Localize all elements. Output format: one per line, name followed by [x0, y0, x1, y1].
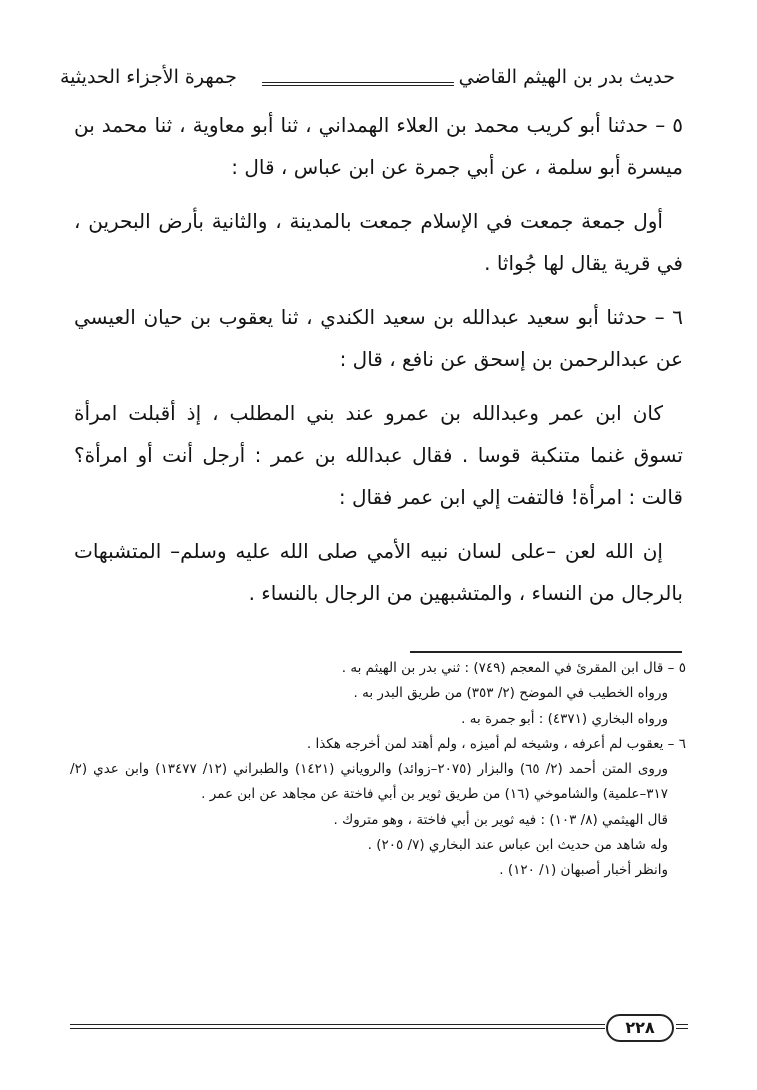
footnote-line: ٦ – يعقوب لم أعرفه ، وشيخه لم أميزه ، ولم أهتد لمن أخرجه هكذا . — [306, 735, 686, 752]
footnote-line: ٥ – قال ابن المقرئ في المعجم (٧٤٩) : ثني بدر بن الهيثم به . — [341, 660, 686, 676]
page-number: ٢٢٨ — [606, 1014, 674, 1042]
footer-rule — [676, 1024, 688, 1033]
hadith-6-isnad: ٦ – حدثنا أبو سعيد عبدالله بن سعيد الكندي ، ثنا يعقوب بن حيان العيسي عن عبدالرحمن بن إسحق عن نافع ، قال : — [74, 305, 683, 371]
main-text — [74, 104, 683, 626]
header-rule — [262, 82, 454, 88]
footnote-line: وروى المتن أحمد (٢/ ٦٥) والبزار (٢٠٧٥–زوائد) والروياني (١٤٢١) والطبراني (١٢/ ١٣٤٧٧) وابن عدي (٢/ ٣١٧–علمية) والشاموخي (١٦) من طريق ثوير بن أبي فاختة عن مجاهد عن ابن عمر . — [70, 761, 668, 803]
running-header-book-title: حديث بدر بن الهيثم القاضي — [458, 66, 675, 88]
footnote-line: وانظر أخبار أصبهان (١/ ١٢٠) . — [499, 862, 668, 879]
footer-rule — [70, 1024, 605, 1033]
running-header-series-title: جمهرة الأجزاء الحديثية — [60, 66, 237, 88]
hadith-6-matn: إن الله لعن –على لسان نبيه الأمي صلى الله عليه وسلم– المتشبهات بالرجال من النساء ، والمتشبهين من الرجال بالنساء . — [74, 539, 683, 605]
hadith-5-matn: أول جمعة جمعت في الإسلام جمعت بالمدينة ، والثانية بأرض البحرين ، في قرية يقال لها جُواثا . — [74, 209, 683, 275]
footnote-line: وله شاهد من حديث ابن عباس عند البخاري (٧/ ٢٠٥) . — [367, 837, 668, 854]
footnote-line: ورواه البخاري (٤٣٧١) : أبو جمرة به . — [461, 710, 668, 727]
footnote-separator — [410, 651, 682, 653]
footnotes — [70, 656, 686, 884]
footnote-line: قال الهيثمي (٨/ ١٠٣) : فيه ثوير بن أبي فاختة ، وهو متروك . — [333, 811, 668, 828]
hadith-6-narrative: كان ابن عمر وعبدالله بن عمرو عند بني المطلب ، إذ أقبلت امرأة تسوق غنما متنكبة قوسا . فقال عبدالله بن عمر : أرجل أنت أو امرأة؟ قالت : امرأة! فالتفت إلي ابن عمر فقال : — [74, 401, 683, 509]
hadith-5-isnad: ٥ – حدثنا أبو كريب محمد بن العلاء الهمداني ، ثنا أبو معاوية ، ثنا محمد بن ميسرة أبو سلمة ، عن أبي جمرة عن ابن عباس ، قال : — [74, 113, 683, 179]
footnote-line: ورواه الخطيب في الموضح (٢/ ٣٥٣) من طريق البدر به . — [353, 685, 668, 702]
